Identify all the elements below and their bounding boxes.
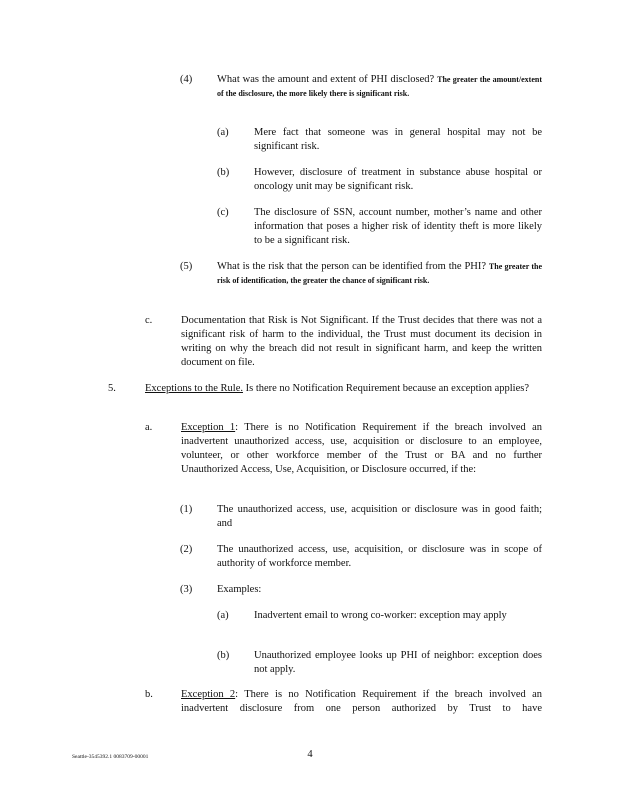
item-5-question: What is the risk that the person can be identified from the PHI? [217,261,487,272]
item-a3-text: Examples: [217,584,262,595]
item-a1-text: The unauthorized access, use, acquisition or disclosure was in good faith; and [217,504,542,529]
item-c-block [181,314,542,370]
example-a-text: Inadvertent email to wrong co-worker: exception may apply [254,610,507,621]
item-5-block [217,260,542,288]
item-a-label: a. [145,422,153,433]
item-4c-label: (c) [217,207,229,218]
section-5-label: 5. [108,383,116,394]
item-4-label: (4) [180,74,193,85]
item-a1-label: (1) [180,504,193,515]
item-4a-label: (a) [217,127,229,138]
item-4a-text: Mere fact that someone was in general hospital may not be significant risk. [254,127,542,152]
section-5-text: Is there no Notification Requirement because an exception applies? [242,383,530,394]
item-b-label: b. [145,689,153,700]
item-4c-text: The disclosure of SSN, account number, mother’s name and other information that poses a higher risk of identity theft is more likely to be a significant risk. [254,207,542,246]
item-c-heading: Documentation that Risk is Not Significant [181,315,366,326]
item-a2-label: (2) [180,544,193,555]
item-5-label: (5) [180,261,193,272]
item-c-text: . If the Trust decides that there was not a significant risk of harm to the individual, the Trust must document its decision in writing on why the breach did not result in significant harm, and keep the written document on file. [181,315,542,368]
example-b-label: (b) [217,650,230,661]
item-b-heading: Exception 2 [181,689,236,700]
example-a-label: (a) [217,610,229,621]
item-c-label: c. [145,315,153,326]
item-4-block [217,73,542,101]
item-a3-label: (3) [180,584,193,595]
item-4-note: The greater the amount/extent of the disclosure, the more likely there is significant risk. [217,75,543,98]
example-b-text: Unauthorized employee looks up PHI of neighbor: exception does not apply. [254,650,542,675]
item-4b-text: However, disclosure of treatment in substance abuse hospital or oncology unit may be significant risk. [254,167,542,192]
footer-document-id: Seattle-3545392.1 0083709-00001 [72,754,149,760]
section-5-block [145,382,542,396]
section-5-heading: Exceptions to the Rule. [145,383,243,394]
item-4b-label: (b) [217,167,230,178]
item-5-note: The greater the risk of identification, the greater the chance of significant risk. [217,262,543,285]
item-a-block [181,421,542,477]
item-a-heading: Exception 1 [181,422,236,433]
item-b-text: : There is no Notification Requirement if the breach involved an inadvertent disclosure from one person authorized by Trust to have [181,689,542,714]
page-number: 4 [307,749,313,760]
item-a-text: : There is no Notification Requirement if the breach involved an inadvertent unauthorized access, use, acquisition or disclosure to an employee, volunteer, or other workforce member of the Trust or BA and no further Unauthorized Access, Use, Acquisition, or Disclosure occurred, if the: [181,422,542,475]
item-a2-text: The unauthorized access, use, acquisition, or disclosure was in scope of authority of workforce member. [217,544,542,569]
item-4-question: What was the amount and extent of PHI disclosed? [217,74,435,85]
item-b-block [181,688,542,716]
